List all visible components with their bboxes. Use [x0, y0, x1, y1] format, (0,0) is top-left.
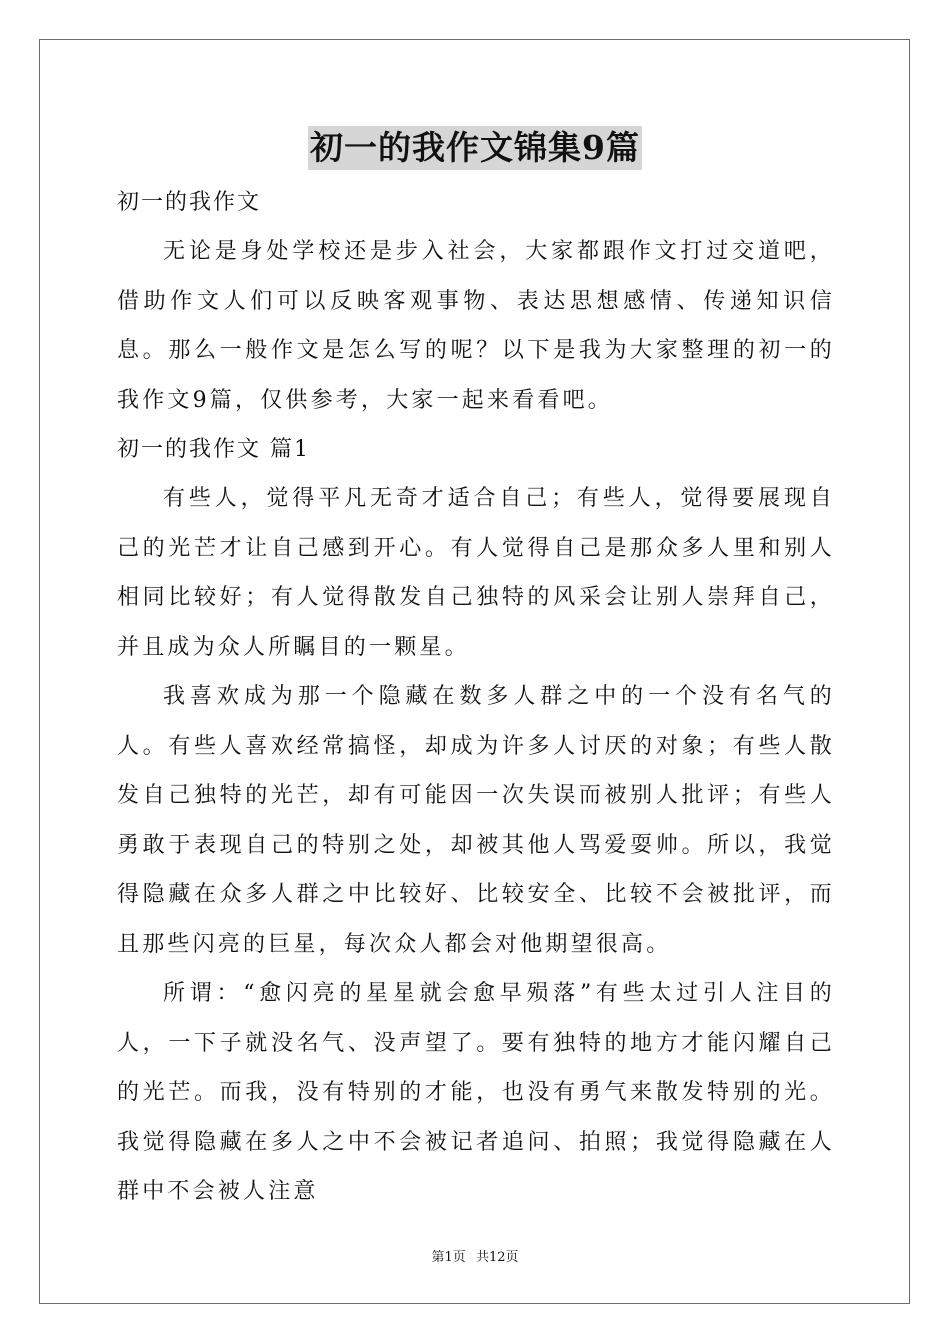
page-number: 第1页 [431, 1250, 466, 1265]
body-paragraph-1: 有些人，觉得平凡无奇才适合自己；有些人，觉得要展现自己的光芒才让自己感到开心。有人觉得自己是那众多人里和别人相同比较好；有人觉得散发自己独特的风采会让别人崇拜自己，并且成为众人所瞩目的一颗星。 [117, 486, 835, 660]
body-paragraph-3: 所谓：“愈闪亮的星星就会愈早殒落”有些太过引人注目的人，一下子就没名气、没声望了。要有独特的地方才能闪耀自己的光芒。而我，没有特别的才能，也没有勇气来散发特别的光。我觉得隐藏在多人之中不会被记者追问、拍照；我觉得隐藏在人群中不会被人注意 [117, 981, 835, 1204]
page-footer [0, 1246, 950, 1265]
document-body [117, 178, 835, 1217]
intro-heading: 初一的我作文 [117, 190, 262, 215]
intro-paragraph: 无论是身处学校还是步入社会，大家都跟作文打过交道吧，借助作文人们可以反映客观事物、表达思想感情、传递知识信息。那么一般作文是怎么写的呢？以下是我为大家整理的初一的我作文9篇，仅供参考，大家一起来看看吧。 [117, 239, 835, 413]
section-heading: 初一的我作文 篇1 [117, 437, 310, 462]
total-pages: 共12页 [475, 1250, 519, 1265]
document-title: 初一的我作文锦集9篇 [308, 126, 642, 170]
title-container [0, 126, 950, 170]
body-paragraph-2: 我喜欢成为那一个隐藏在数多人群之中的一个没有名气的人。有些人喜欢经常搞怪，却成为许多人讨厌的对象；有些人散发自己独特的光芒，却有可能因一次失误而被别人批评；有些人勇敢于表现自己的特别之处，却被其他人骂爱耍帅。所以，我觉得隐藏在众多人群之中比较好、比较安全、比较不会被批评，而且那些闪亮的巨星，每次众人都会对他期望很高。 [117, 684, 835, 957]
